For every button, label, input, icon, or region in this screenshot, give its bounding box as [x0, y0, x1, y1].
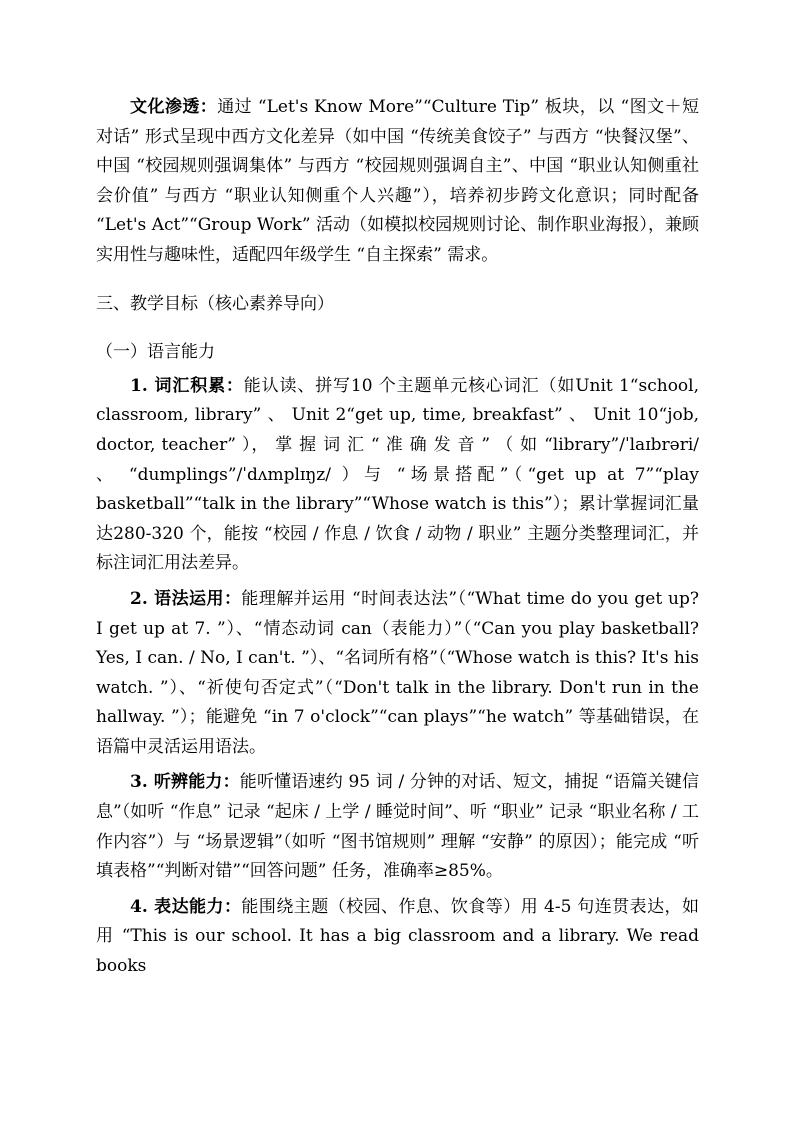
- objective-vocabulary: [96, 372, 699, 579]
- objective-label: 3. 听辨能力：: [130, 772, 240, 793]
- objective-listening: [96, 768, 699, 886]
- objective-body: 能听懂语速约 95 词 / 分钟的对话、短文，捕捉 “语篇关键信息”（如听 “作息” 记录 “起床 / 上学 / 睡觉时间”、听 “职业” 记录 “职业名称 / 工作内容”）与 “场景逻辑”（如听 “图书馆规则” 理解 “安静” 的原因）；能完成 “听填表格”“判断对错”“回答问题” 任务，准确率≥85%。: [96, 772, 699, 882]
- objective-label: 4. 表达能力：: [130, 896, 242, 917]
- culture-body: 通过 “Let's Know More”“Culture Tip” 板块，以 “图文＋短对话” 形式呈现中西方文化差异（如中国 “传统美食饺子” 与西方 “快餐汉堡”、中国 “校园规则强调集体” 与西方 “校园规则强调自主”、中国 “职业认知侧重社会价值” 与西方 “职业认知侧重个人兴趣”），培养初步跨文化意识；同时配备 “Let's Act”“Group Work” 活动（如模拟校园规则讨论、制作职业海报），兼顾实用性与趣味性，适配四年级学生 “自主探索” 需求。: [96, 97, 699, 265]
- subsection-title: （一）语言能力: [96, 342, 215, 363]
- objective-label: 1. 词汇积累：: [130, 375, 244, 396]
- section-title: 三、教学目标（核心素养导向）: [96, 293, 334, 314]
- objective-body: 能认读、拼写10 个主题单元核心词汇（如Unit 1“school, classroom, library” 、 Unit 2“get up, time, breakfast” 、 Unit 10“job, doctor, teacher” ）， 掌 握 词 汇 “ 准 确 发 音 ” （ 如 “library”/ˈlaɪbrəri/ 、 “dumplings”/ˈdʌmplɪŋz/ ）与 “场景搭配”（“get up at 7”“play basketball”“talk in the library”“Whose watch is this”）；累计掌握词汇量达280-320 个，能按 “校园 / 作息 / 饮食 / 动物 / 职业” 主题分类整理词汇，并标注词汇用法差异。: [96, 375, 700, 574]
- objective-speaking: [96, 893, 699, 982]
- objective-body: 能围绕主题（校园、作息、饮食等）用 4-5 句连贯表达，如用 “This is our school. It has a big classroom and a library. We read books: [96, 896, 699, 977]
- culture-label: 文化渗透：: [130, 97, 218, 117]
- culture-paragraph: [96, 93, 699, 271]
- objective-body: 能理解并运用 “时间表达法”（“What time do you get up? I get up at 7. ”）、“情态动词 can（表能力）”（“Can you play basketball? Yes, I can. / No, I can't. ”）、“名词所有格”（“Whose watch is this? It's his watch. ”）、“祈使句否定式”（“Don't talk in the library. Don't run in the hallway. ”）；能避免 “in 7 o'clock”“can plays”“he watch” 等基础错误，在语篇中灵活运用语法。: [96, 588, 699, 757]
- objective-label: 2. 语法运用：: [130, 588, 242, 609]
- objective-grammar: [96, 585, 699, 763]
